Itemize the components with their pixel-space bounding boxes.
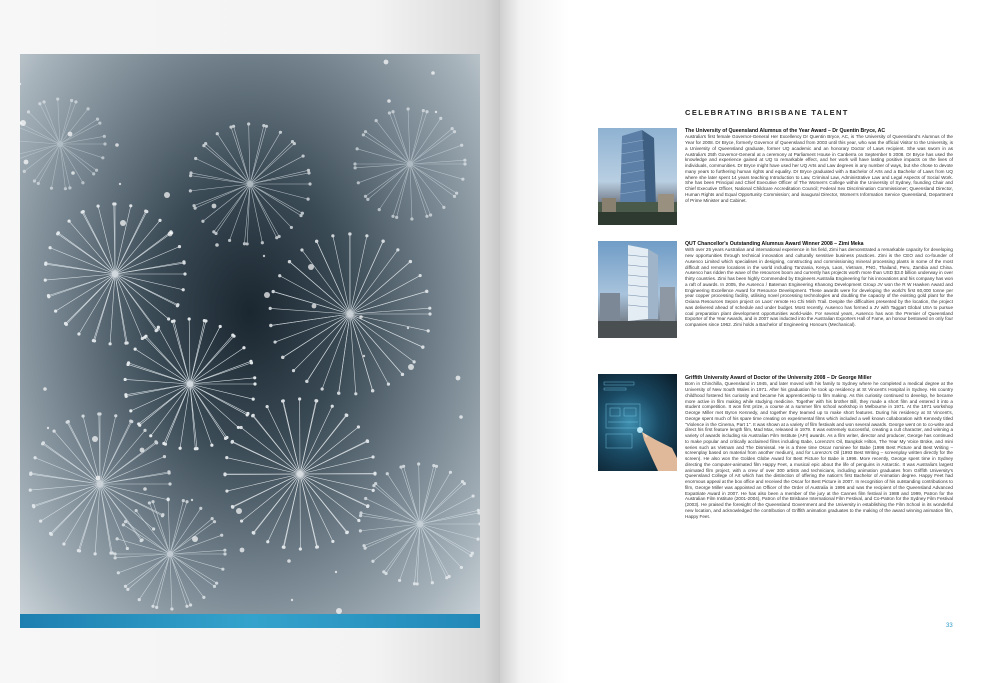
entry-body: With over 25 years Australian and international experience in his field, Zimi has demonstrated a remarkable capacity for developing new opportunities through technical innovation and culturally sensitive business practices. Zimi is the CEO and co-founder of Ausenco Limited which specialises in designing, constructing and commissioning mineral processing plants in some of the most difficult and remote locations in the world including Tanzania, Kenya, Laos, Vietnam, PNG, Thailand, Peru, Zambia and China. Ausenco has ridden the wave of the resources boom and currently has projects worth more than USD $3.0 billion underway in over thirty countries. Zimi has been highly Commended by Engineers Australia Engineering for his innovations and his company has won a raft of awards. In 2005, the Ausenco / Bateman Engineering Khanong Development Group JV won the R W Hawken Award and Engineering Excellence Award for Resource Development. These awards were for developing the world's first 60,000 tonne per year copper processing facility, utilising novel processing technologies and doubling the capacity of the existing gold plant for the Oxiana Resources Sepon project on Laos' remote Ho Chi Minh Trail. Despite the difficulties presented by the location, the project was delivered ahead of schedule and under budget. Most recently, Ausenco has formed a JV with Taggart Global USA to pursue coal preparation plant development opportunities world-wide. For several years, Ausenco has won the Premier of Queensland Exporter of the Year Awards, and in 2007 was inducted into the Australian Exporters Hall of Fame, an honour bestowed on only four companies since 1962. Zimi holds a Bachelor of Engineering Honours (Mechanical). bbox=[685, 247, 953, 328]
dandelion-seeds-illustration bbox=[20, 54, 480, 628]
entry-heading: QUT Chancellor's Outstanding Alumnus Award Winner 2008 – Zimi Meka bbox=[685, 241, 864, 247]
touchscreen-hand-photo bbox=[598, 374, 677, 471]
dandelion-photo bbox=[20, 54, 480, 628]
right-page bbox=[500, 0, 1000, 683]
alumnus-award-entry-bryce bbox=[685, 128, 953, 203]
building-photo-2 bbox=[598, 241, 677, 338]
alumnus-award-entry-miller bbox=[685, 375, 953, 519]
entry-body: Born in Chinchilla, Queensland in 1945, and later moved with his family to Sydney where he completed a medical degree at the University of New South Wales in 1971. After his graduation he took up residency at St Vincent's Hospital in Sydney. His country childhood fostered his curiosity and became his apprenticeship to film making. As this curiosity continued to develop, he became more active in film making while studying medicine. Together with his brother Bill, they made a short film and entered it into a student competition. It won first prize, a course at a summer film school workshop in Melbourne in 1971. At the 1971 workshop George Miller met Byron Kennedy, and together they teamed up to make short features. During his residency at St Vincent's, George spent much of his spare time creating on experimental films which included a well known collaboration with Kennedy titled "Violence in the Cinema, Part 1". It was shown at a variety of film festivals and won several awards. George went on to co-write and direct his first feature length film, Mad Max, released in 1979. It was extremely successful, creating a cult character, and winning a variety of awards including six Australian Film Institute (AFI) awards. As a film writer, director and producer, George has continued to make popular and critically acclaimed films including Babe, Lorenzo's Oil, Bangkok Hilton, The Year My Voice Broke, and mini series such as Vietnam and The Dismissal. He is a three time Oscar nominee for Babe (1996 Best Picture and Best Writing – screenplay based on material from another medium), and for Lorenzo's Oil (1993 Best Writing – screenplay written directly for the screen). He also won the Golden Globe Award for Best Picture for Babe in 1996. More recently, George spent time in Sydney directing the computer-animated film Happy Feet, a musical epic about the life of penguins in Antarctic. It was Australia's largest animated film project, with a crew of over 300 artists and technicians, including animation graduates from Griffith University's Queensland College of Art which has the distinction of offering the nation's first Bachelor of Animation degree. Happy Feet had enormous appeal at the box office and received the Oscar for Best Picture in 2007. In recognition of his outstanding contributions to film, George Miller was appointed an Officer of the Order of Australia in 1996 and was the recipient of the Queensland Advanced Expatriate Award in 2007. He has also been a member of the jury at the Cannes film festival in 1988 and 1999, Patron for the Australian Film Institute (2001-2004), Patron of the Brisbane International Film Festival, and Co-Patron for the Sydney Film Festival (2003). He praised the foresight of the Queensland Government and the University in establishing the Film School in its wonderful new location, and acknowledged the contribution of Griffith animation graduates to the making of the award winning animation film, Happy Feet. bbox=[685, 381, 953, 519]
entry-heading: Griffith University Award of Doctor of the University 2008 – Dr George Miller bbox=[685, 375, 872, 381]
entry-heading: The University of Queensland Alumnus of the Year Award – Dr Quentin Bryce, AC bbox=[685, 128, 886, 134]
page-number: 33 bbox=[946, 623, 953, 629]
alumnus-award-entry-meka bbox=[685, 241, 953, 328]
entry-body: Australia's first female Governor-General Her Excellency Dr Quentin Bryce, AC, is The University of Queensland's Alumnus of the Year for 2008. Dr Bryce, formerly Governor of Queensland from 2003 until this year, who was the official Visitor to the University, is a University of Queensland graduate, former UQ academic and an honorary Doctor of Laws recipient. She was sworn in as Australia's 25th Governor-General at a ceremony at Parliament House in Canberra on September 5 2008. Dr Bryce has used the knowledge and experience gained at UQ to remarkable effect, and her work will have lasting positive impacts on the lives of individuals, communities. Dr Bryce might have used her UQ Arts and Law degrees in any number of ways, but she chose to devote many years to furthering human rights and equality. Dr Bryce graduated with a Bachelor of Arts and a Bachelor of Laws from UQ where she later spent 14 years teaching Introduction to Law, Criminal Law, Administrative Law and Legal Aspects of Social Work. She has been Principal and Chief Executive Officer of The Women's College within the University of Sydney, founding Chair and Chief Executive Officer, National Childcare Accreditation Council; Federal Sex Discrimination Commissioner; Queensland Director, Human Rights and Equal Opportunity Commission; and inaugural Director, Women's Information Service Queensland, Department of Prime Minister and Cabinet. bbox=[685, 134, 953, 203]
section-title: CELEBRATING BRISBANE TALENT bbox=[685, 108, 849, 117]
building-photo-1 bbox=[598, 128, 677, 225]
photo-color-strip bbox=[20, 614, 480, 628]
